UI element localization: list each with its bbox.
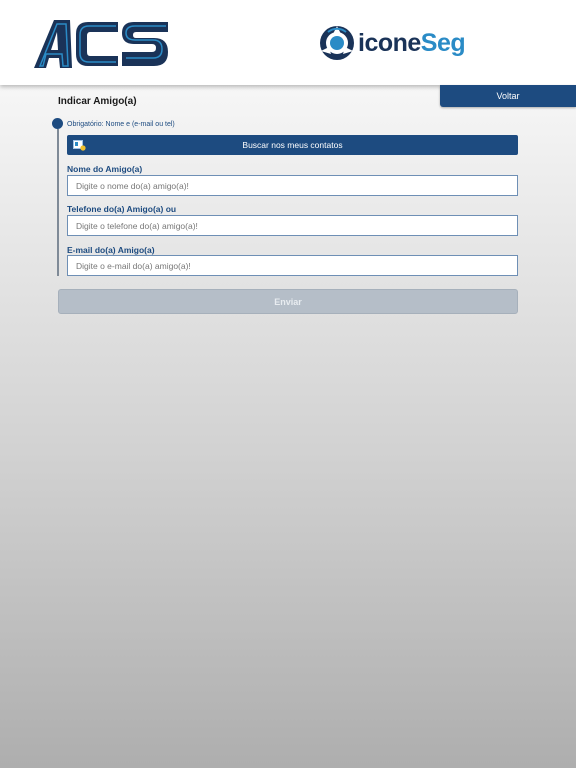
iconeseg-wordmark (358, 28, 465, 58)
back-button[interactable]: Voltar (440, 85, 576, 107)
page-title: Indicar Amigo(a) (58, 96, 137, 107)
contacts-icon (73, 140, 86, 151)
step-indicator-line (57, 129, 59, 276)
iconeseg-logo-icon (318, 24, 356, 62)
acs-logo-icon (32, 18, 170, 70)
search-contacts-label: Buscar nos meus contatos (242, 140, 343, 150)
submit-button[interactable]: Enviar (58, 289, 518, 314)
email-label: E-mail do(a) Amigo(a) (67, 245, 155, 255)
email-input[interactable] (67, 255, 518, 276)
step-indicator-dot (52, 118, 63, 129)
app-header (0, 0, 576, 85)
name-label: Nome do Amigo(a) (67, 164, 143, 174)
required-fields-note: Obrigatório: Nome e (e-mail ou tel) (67, 121, 175, 128)
phone-label: Telefone do(a) Amigo(a) ou (67, 204, 177, 214)
name-input[interactable] (67, 175, 518, 196)
brand-part-2: Seg (420, 29, 466, 57)
brand-part-1: icone (358, 29, 421, 57)
search-contacts-button[interactable] (67, 135, 518, 155)
phone-input[interactable] (67, 215, 518, 236)
iconeseg-logo (318, 24, 466, 64)
